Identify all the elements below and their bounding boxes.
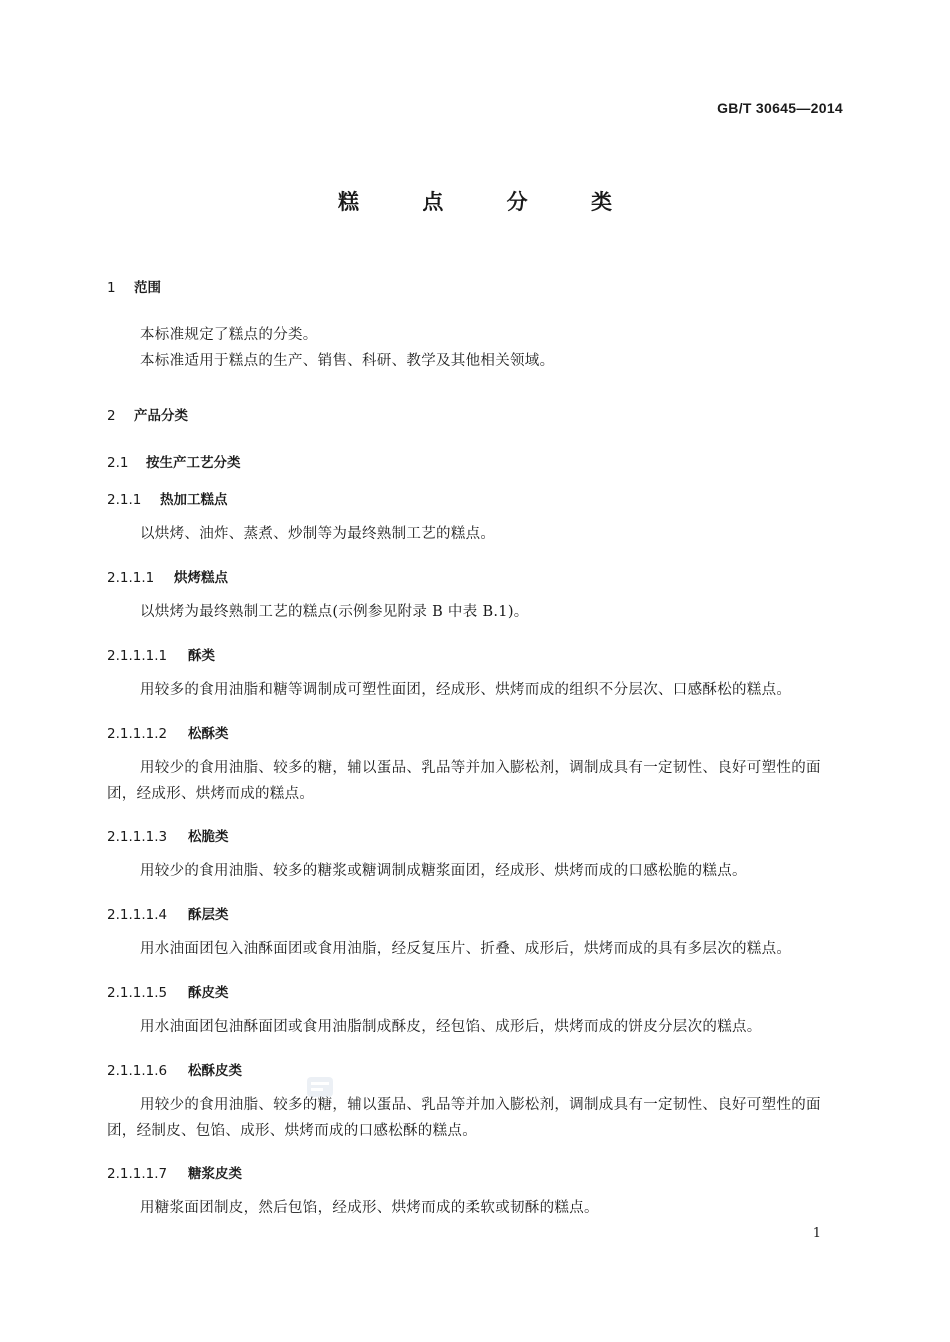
- section-title: 热加工糕点: [160, 492, 228, 508]
- section-number: 2.1.1.1.2: [107, 726, 168, 742]
- section-number: 2.1.1.1.4: [107, 907, 168, 923]
- section-number: 2.1.1.1: [107, 570, 155, 586]
- section-number: 1: [107, 280, 116, 296]
- section-heading-song-su-pi: [107, 1059, 242, 1079]
- paragraph: 本标准适用于糕点的生产、销售、科研、教学及其他相关领域。: [140, 353, 555, 369]
- paragraph: 以烘烤为最终熟制工艺的糕点(示例参见附录 B 中表 B.1)。: [140, 604, 529, 620]
- section-heading-song-su: [107, 722, 229, 742]
- section-heading-su-pi: [107, 981, 229, 1001]
- paragraph: 用水油面团包油酥面团或食用油脂制成酥皮，经包馅、成形后，烘烤而成的饼皮分层次的糕点。: [140, 1019, 762, 1035]
- section-number: 2.1.1.1.6: [107, 1063, 168, 1079]
- section-heading-su-ceng: [107, 903, 229, 923]
- section-title: 产品分类: [134, 408, 188, 424]
- section-heading-classification: [107, 404, 188, 424]
- section-heading-scope: [107, 276, 161, 296]
- section-title: 松酥皮类: [188, 1063, 242, 1079]
- paragraph: 用较多的食用油脂和糖等调制成可塑性面团，经成形、烘烤而成的组织不分层次、口感酥松的糕点。: [140, 682, 792, 698]
- section-heading-by-process: [107, 451, 241, 471]
- sac-watermark-icon: [306, 1074, 334, 1100]
- paragraph: 用较少的食用油脂、较多的糖，辅以蛋品、乳品等并加入膨松剂，调制成具有一定韧性、良好可塑性的面团，经成形、烘烤而成的糕点。: [107, 760, 821, 802]
- paragraph: 用水油面团包入油酥面团或食用油脂，经反复压片、折叠、成形后，烘烤而成的具有多层次的糕点。: [140, 941, 792, 957]
- section-number: 2.1.1.1.5: [107, 985, 168, 1001]
- section-heading-baked: [107, 566, 228, 586]
- section-title: 松脆类: [188, 829, 229, 845]
- paragraph: 用较少的食用油脂、较多的糖，辅以蛋品、乳品等并加入膨松剂，调制成具有一定韧性、良好可塑性的面团，经制皮、包馅、成形、烘烤而成的口感松酥的糕点。: [107, 1097, 821, 1139]
- section-number: 2.1.1.1.7: [107, 1166, 168, 1182]
- section-title: 松酥类: [188, 726, 229, 742]
- paragraph: 用糖浆面团制皮，然后包馅，经成形、烘烤而成的柔软或韧酥的糕点。: [140, 1200, 599, 1216]
- section-number: 2.1.1: [107, 492, 142, 508]
- paragraph: 用较少的食用油脂、较多的糖浆或糖调制成糖浆面团，经成形、烘烤而成的口感松脆的糕点。: [140, 863, 747, 879]
- section-heading-tang-jiang-pi: [107, 1162, 242, 1182]
- document-title: 糕 点 分 类: [338, 190, 640, 214]
- section-heading-su: [107, 644, 215, 664]
- section-title: 酥类: [188, 648, 215, 664]
- section-title: 范围: [134, 280, 161, 296]
- section-number: 2: [107, 408, 116, 424]
- page-number: 1: [812, 1226, 821, 1241]
- section-title: 烘烤糕点: [174, 570, 228, 586]
- standard-code: GB/T 30645—2014: [717, 100, 843, 116]
- section-title: 糖浆皮类: [188, 1166, 242, 1182]
- section-heading-song-cui: [107, 825, 229, 845]
- section-title: 酥皮类: [188, 985, 229, 1001]
- section-number: 2.1.1.1.1: [107, 648, 168, 664]
- section-title: 酥层类: [188, 907, 229, 923]
- paragraph: 本标准规定了糕点的分类。: [140, 327, 318, 343]
- section-heading-hot-processed: [107, 488, 228, 508]
- section-number: 2.1.1.1.3: [107, 829, 168, 845]
- paragraph: 以烘烤、油炸、蒸煮、炒制等为最终熟制工艺的糕点。: [140, 526, 496, 542]
- section-number: 2.1: [107, 455, 129, 471]
- section-title: 按生产工艺分类: [146, 455, 241, 471]
